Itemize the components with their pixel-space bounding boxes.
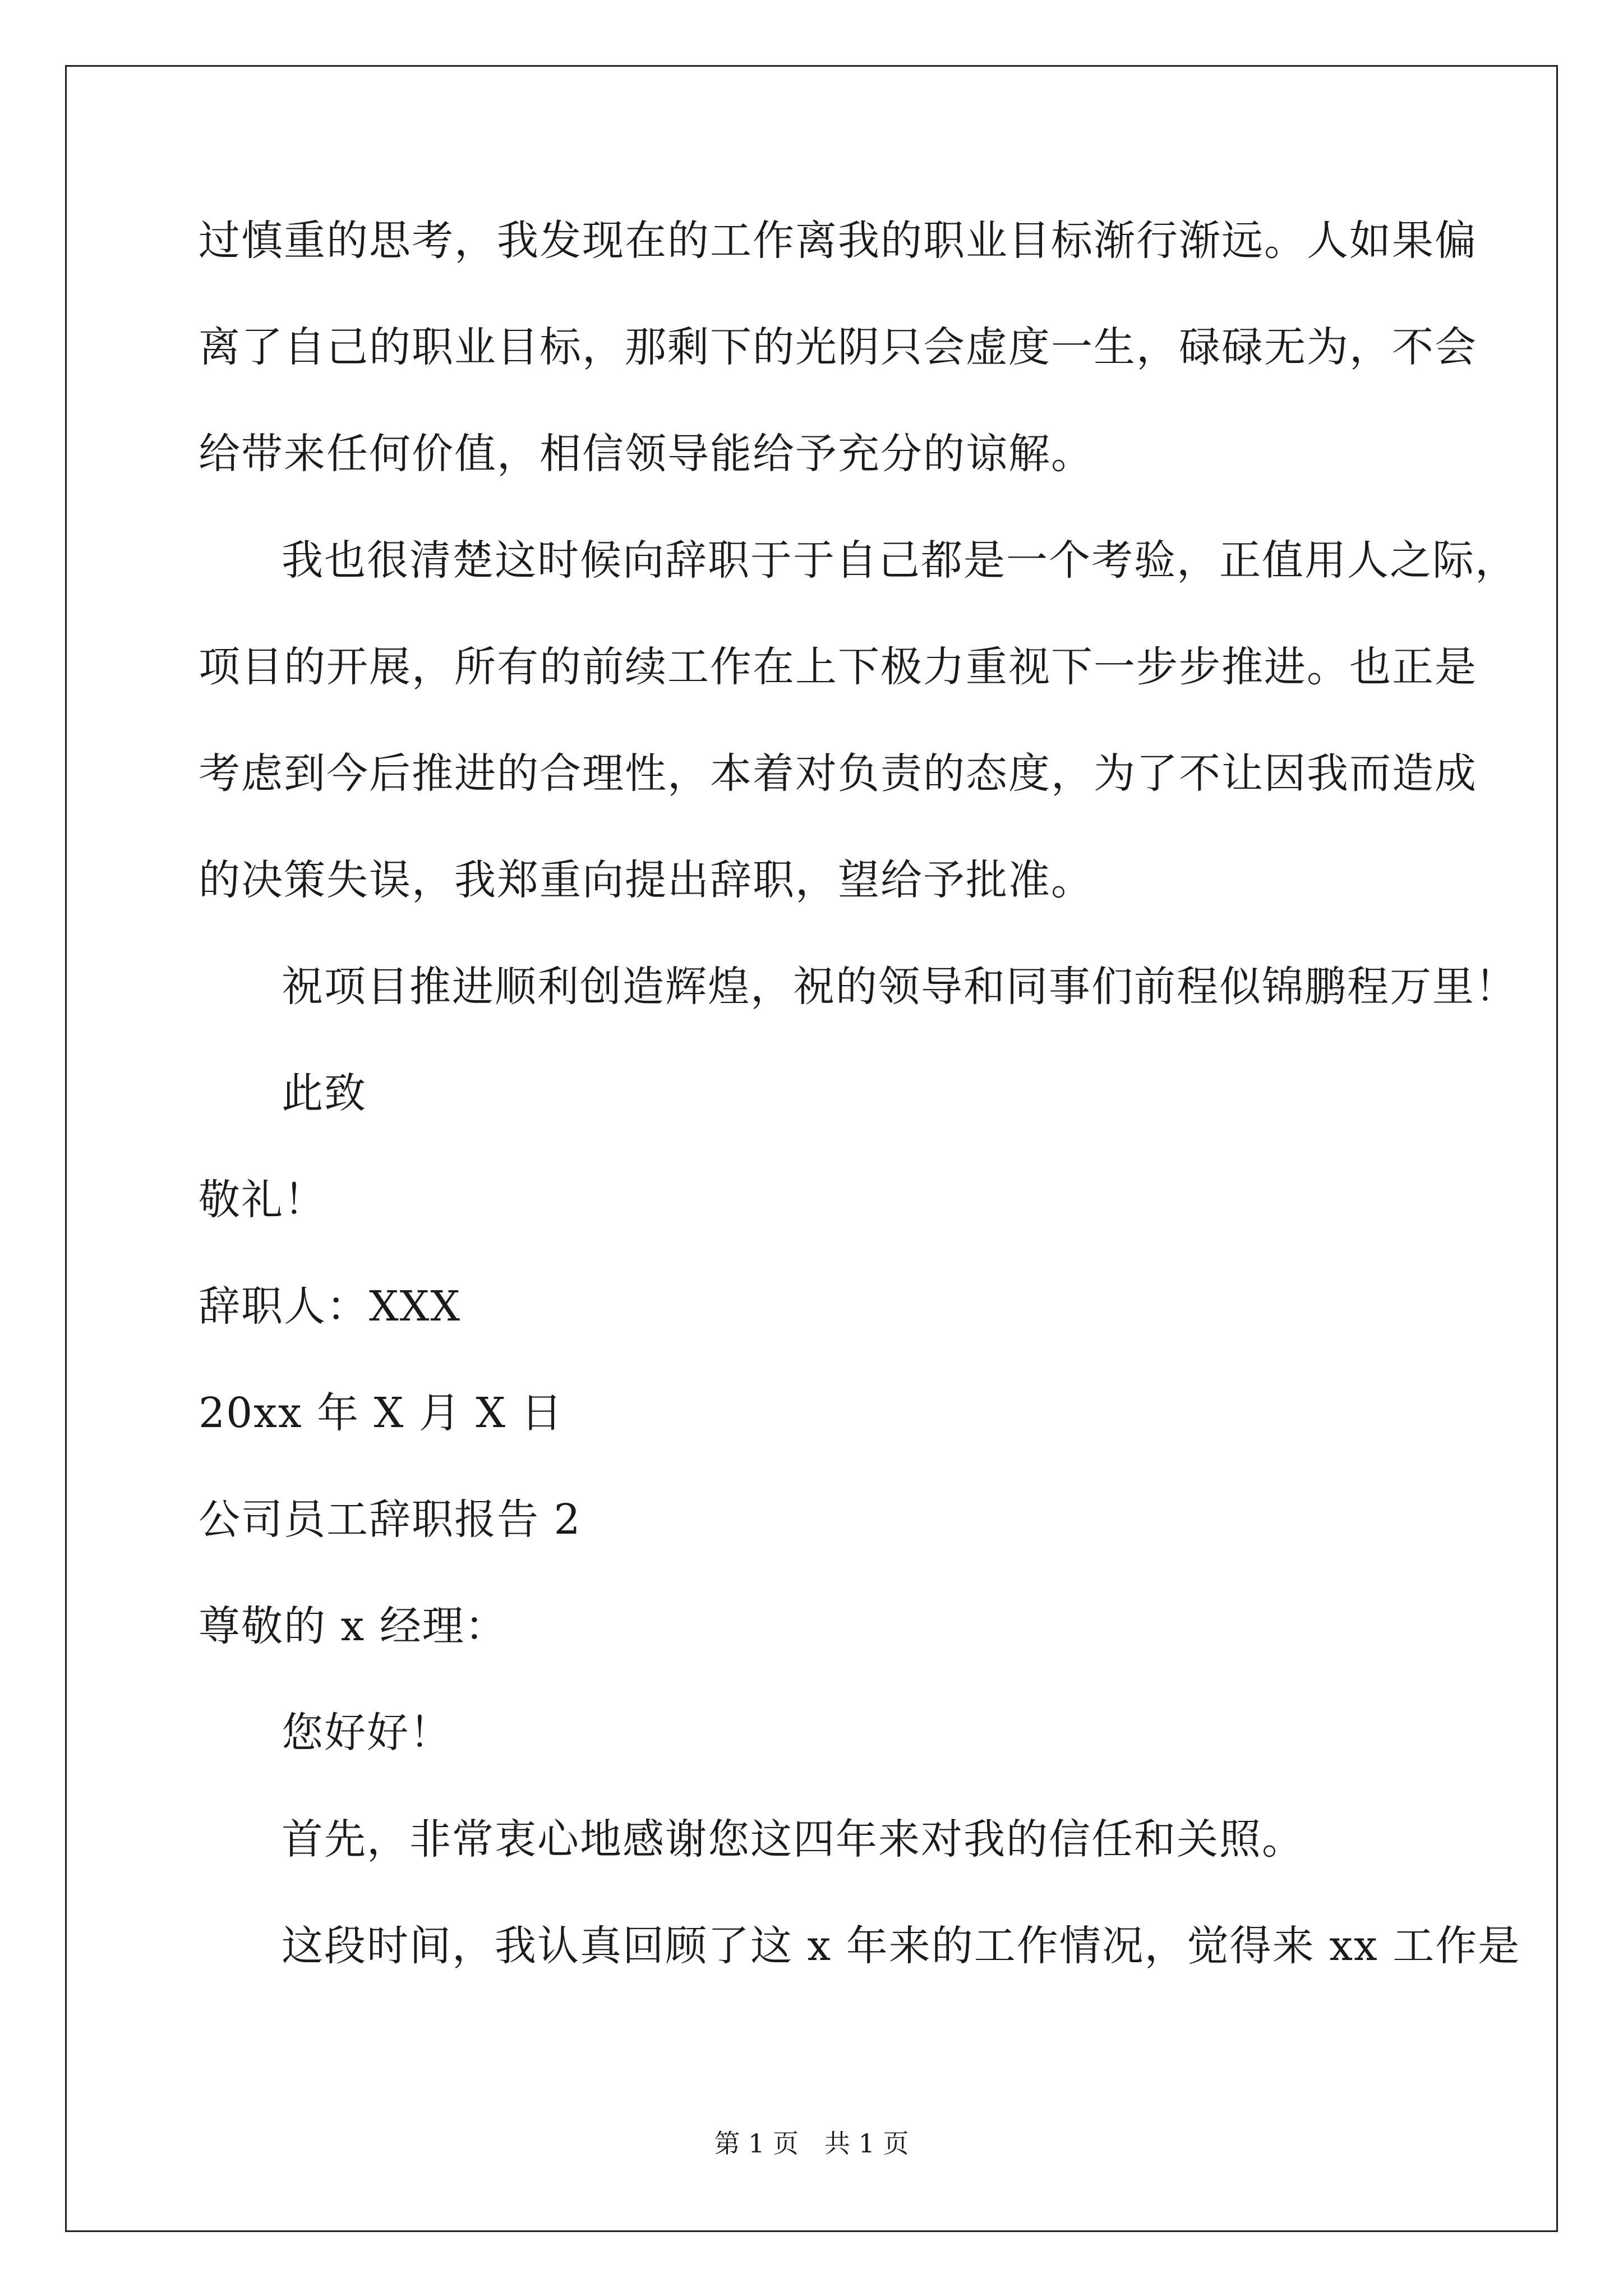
closing-text: 此致 <box>282 1069 367 1117</box>
paragraph-2-line-3: 考虑到今后推进的合理性，本着对负责的态度，为了不让因我而造成 <box>199 749 1477 798</box>
paragraph-2-line-2: 项目的开展，所有的前续工作在上下极力重视下一步步推进。也正是 <box>199 643 1477 691</box>
recipient-line: 尊敬的 x 经理： <box>199 1602 508 1650</box>
salute-text: 敬礼！ <box>199 1176 326 1224</box>
paragraph-1-line-1: 过慎重的思考，我发现在的工作离我的职业目标渐行渐远。人如果偏 <box>199 217 1477 265</box>
paragraph-1-line-2: 离了自己的职业目标，那剩下的光阴只会虚度一生，碌碌无为，不会 <box>199 323 1477 371</box>
paragraph-1-line-3: 给带来任何价值，相信领导能给予充分的谅解。 <box>199 430 1094 478</box>
paragraph-3: 祝项目推进顺利创造辉煌，祝的领导和同事们前程似锦鹏程万里！ <box>282 963 1518 1011</box>
paragraph-5: 这段时间，我认真回顾了这 x 年来的工作情况，觉得来 xx 工作是 <box>282 1922 1521 1970</box>
paragraph-2-line-4: 的决策失误，我郑重向提出辞职，望给予批准。 <box>199 856 1094 904</box>
date-text: 20xx 年 X 月 X 日 <box>199 1389 564 1437</box>
greeting-line: 您好好！ <box>282 1709 452 1757</box>
section-title: 公司员工辞职报告 2 <box>199 1496 582 1544</box>
page-border <box>65 65 1558 2232</box>
paragraph-4: 首先，非常衷心地感谢您这四年来对我的信任和关照。 <box>282 1815 1304 1864</box>
paragraph-2-line-1: 我也很清楚这时候向辞职于于自己都是一个考验，正值用人之际， <box>282 536 1518 585</box>
signer-name: 辞职人：XXX <box>199 1282 462 1331</box>
page-footer: 第 1 页 共 1 页 <box>714 2128 909 2159</box>
